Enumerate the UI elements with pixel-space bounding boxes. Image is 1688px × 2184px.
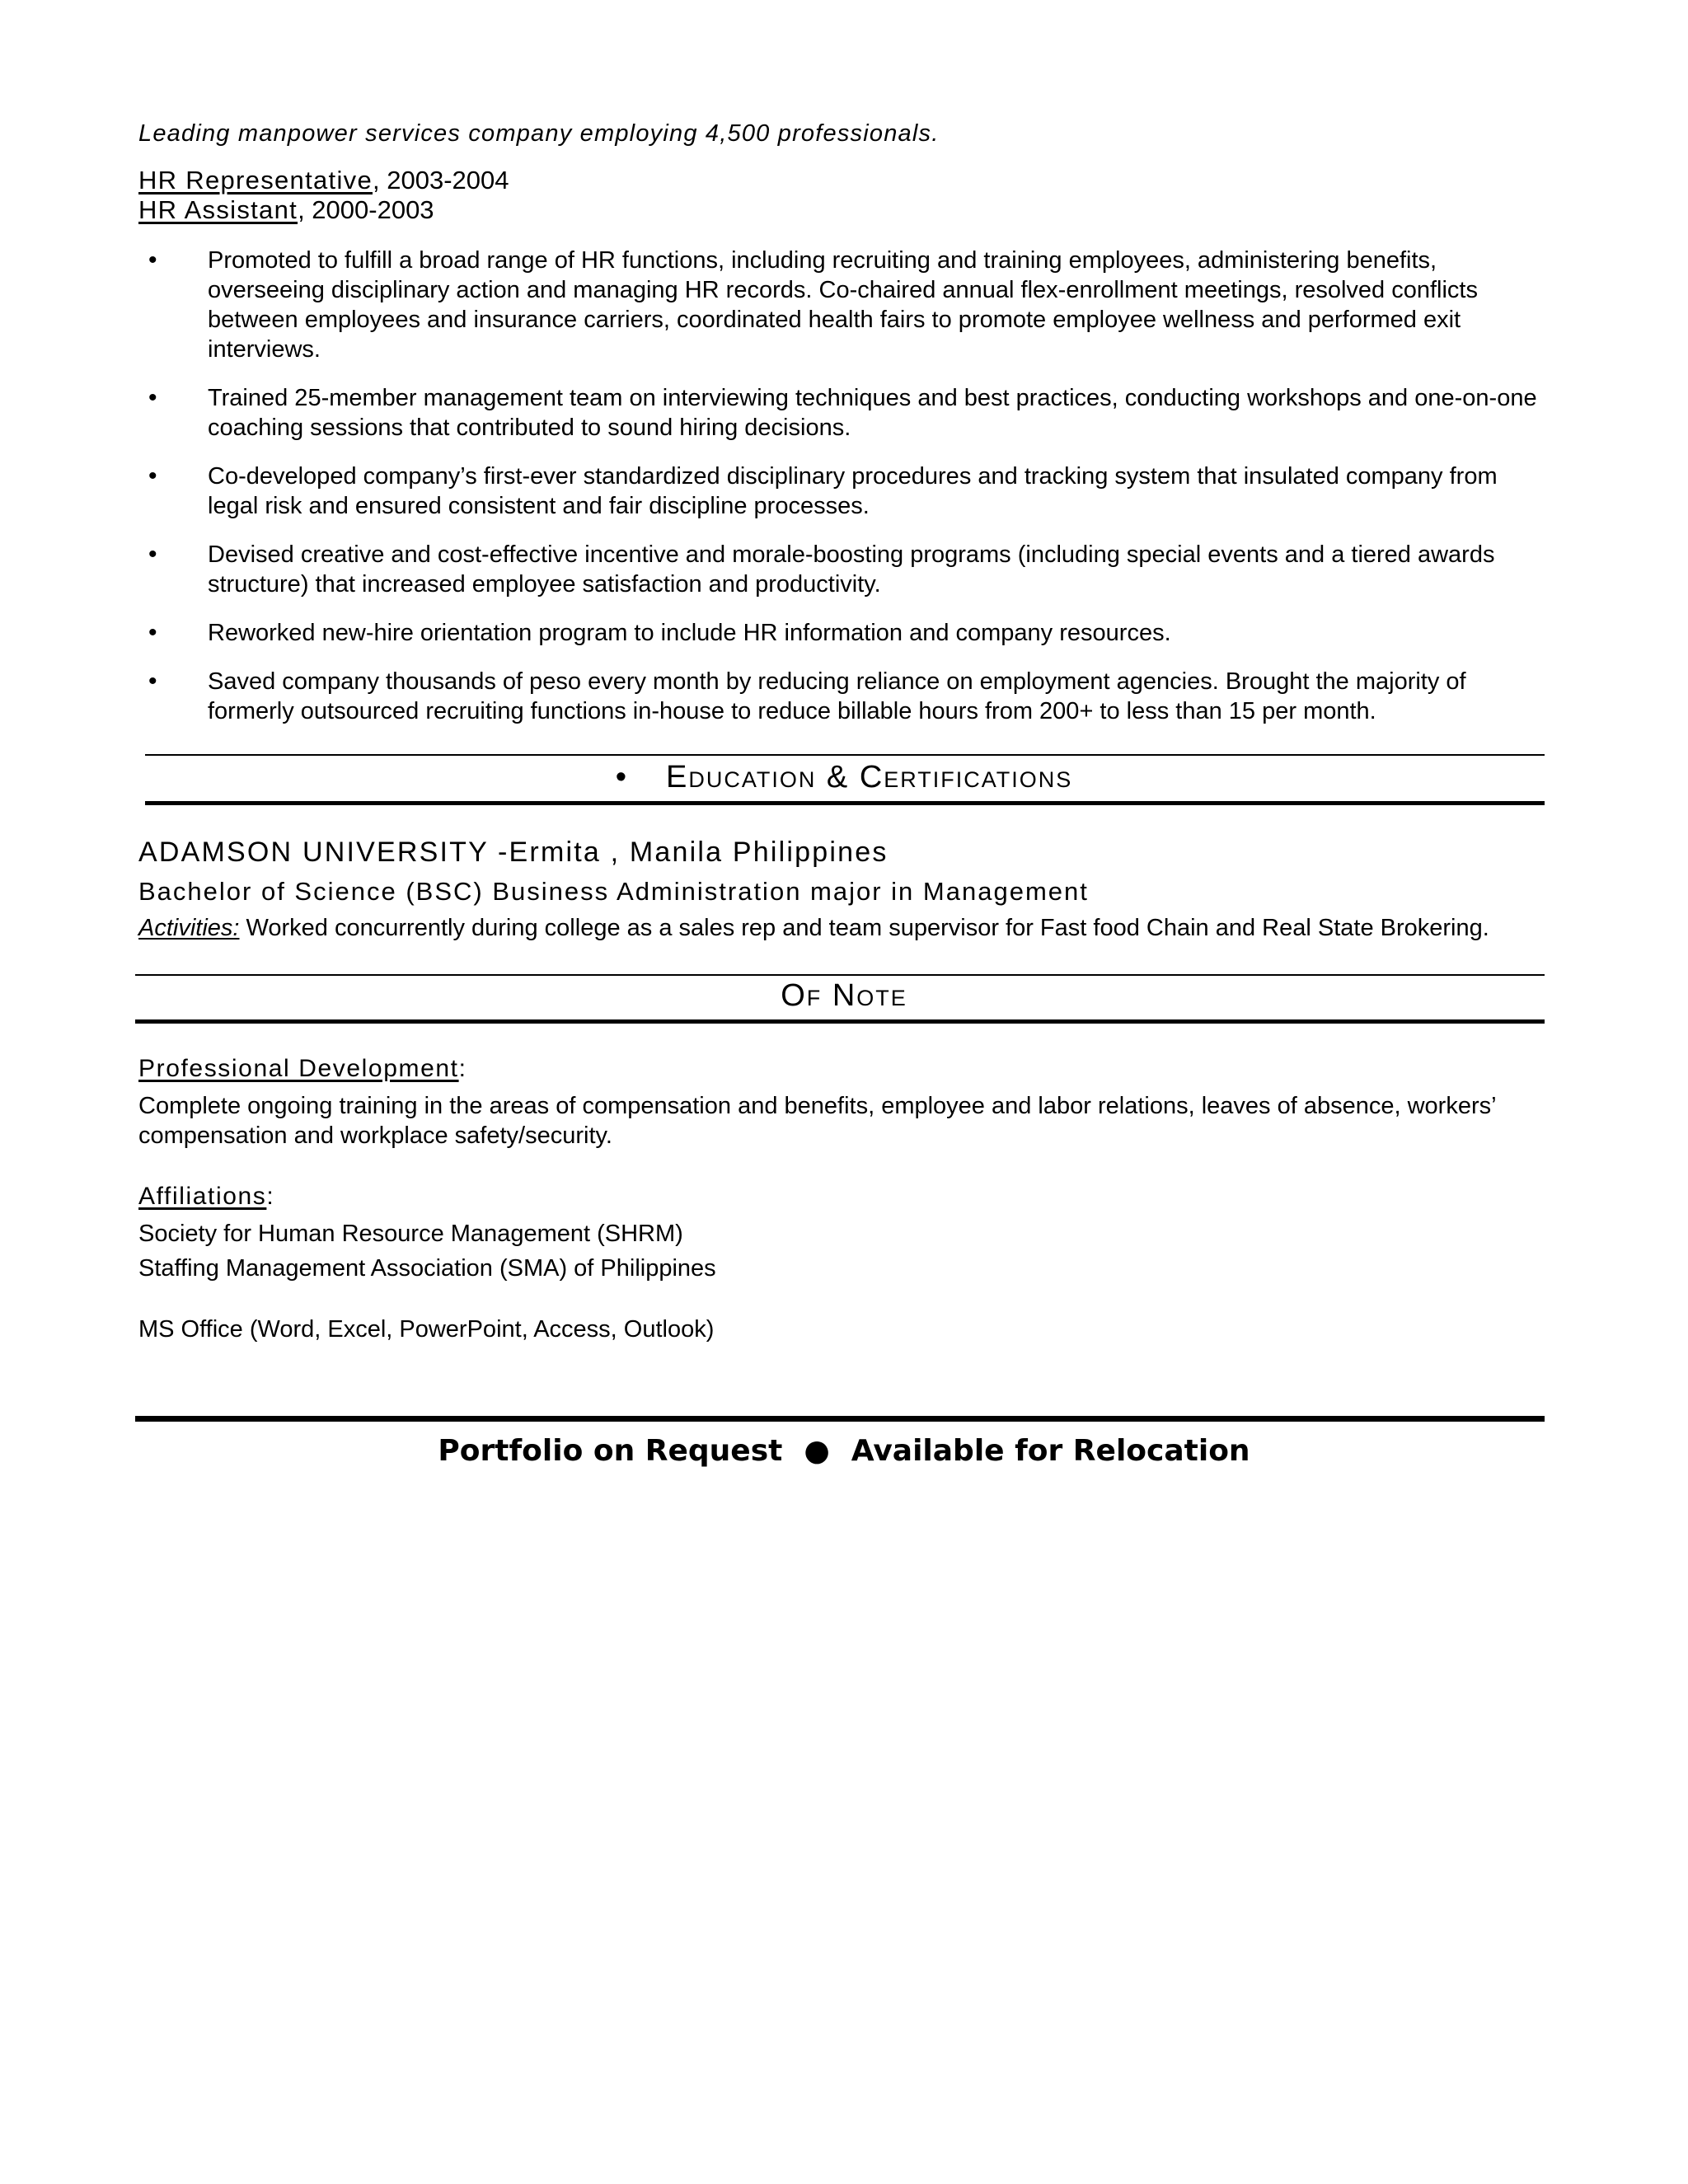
school-name: ADAMSON UNIVERSITY -Ermita , Manila Philippines <box>138 837 889 868</box>
footer-right-text: Available for Relocation <box>851 1434 1250 1468</box>
affiliation-item: Society for Human Resource Management (SHRM) <box>138 1221 683 1247</box>
footer-tagline <box>0 1434 1688 1468</box>
bullet-icon: • <box>148 246 157 274</box>
heading-bullet-icon: • <box>615 760 629 794</box>
achievement-item: • Co-developed company’s first-ever standardized disciplinary procedures and tracking system that insulated company from legal risk and ensured consistent and fair discipline processes. <box>148 462 1498 519</box>
position-line: HR Representative, 2003-2004 <box>138 166 509 194</box>
activities-label: Activities: <box>138 915 240 941</box>
footer-left-text: Portfolio on Request <box>438 1434 783 1468</box>
achievement-list <box>138 246 1540 745</box>
achievement-item: • Reworked new-hire orientation program to include HR information and company resources. <box>148 619 1171 646</box>
professional-development-text: Complete ongoing training in the areas of compensation and benefits, employee and labor relations, leaves of absence, workers’ compensation and workplace safety/security. <box>138 1093 1496 1149</box>
achievement-item: • Saved company thousands of peso every month by reducing reliance on employment agencies. Brought the majority of formerly outsourced recruiting functions in-house to reduce billable hours from 200+ to less than 15 per month. <box>148 668 1466 724</box>
achievement-item: • Trained 25-member management team on interviewing techniques and best practices, conducting workshops and one-on-one coaching sessions that contributed to sound hiring decisions. <box>148 384 1537 441</box>
company-description: Leading manpower services company employing 4,500 professionals. <box>138 120 940 147</box>
bullet-icon: • <box>148 462 157 490</box>
position-title: HR Representative <box>138 166 373 194</box>
position-dates: 2003-2004 <box>387 166 509 194</box>
bullet-icon: • <box>148 384 157 411</box>
affiliation-item: Staffing Management Association (SMA) of Philippines <box>138 1255 716 1282</box>
position-line: HR Assistant, 2000-2003 <box>138 195 434 224</box>
activities-text: Worked concurrently during college as a sales rep and team supervisor for Fast food Chain and Real State Brokering. <box>246 915 1489 941</box>
achievement-item: • Devised creative and cost-effective incentive and morale-boosting programs (including special events and a tiered awards structure) that increased employee satisfaction and productivity. <box>148 541 1495 598</box>
position-dates: 2000-2003 <box>312 195 434 224</box>
section-heading-education: • Education & Certifications <box>615 760 1073 794</box>
section-divider-bottom <box>145 801 1545 805</box>
bullet-icon: • <box>148 541 157 568</box>
section-heading-of-note: Of Note <box>781 978 907 1013</box>
degree-name: Bachelor of Science (BSC) Business Administration major in Management <box>138 877 1089 906</box>
education-activities <box>138 915 1489 942</box>
bullet-icon: • <box>148 668 157 695</box>
affiliations-heading: Affiliations: <box>138 1183 275 1210</box>
footer-rule <box>135 1416 1545 1422</box>
section-divider-bottom <box>135 1019 1545 1024</box>
achievement-item: • Promoted to fulfill a broad range of HR functions, including recruiting and training employees, administering benefits, overseeing disciplinary action and managing HR records. Co-chaired annual flex-enrollment meetings, resolved conflicts between employees and insurance carriers, coordinated health fairs to promote employee wellness and performed exit interviews. <box>148 246 1478 363</box>
bullet-icon: • <box>148 619 157 646</box>
footer-separator-icon: ● <box>804 1434 830 1468</box>
section-divider-top <box>135 974 1545 976</box>
software-skills: MS Office (Word, Excel, PowerPoint, Access, Outlook) <box>138 1316 715 1343</box>
section-divider-top <box>145 754 1545 756</box>
professional-development-heading: Professional Development: <box>138 1055 467 1082</box>
position-title: HR Assistant <box>138 195 298 224</box>
